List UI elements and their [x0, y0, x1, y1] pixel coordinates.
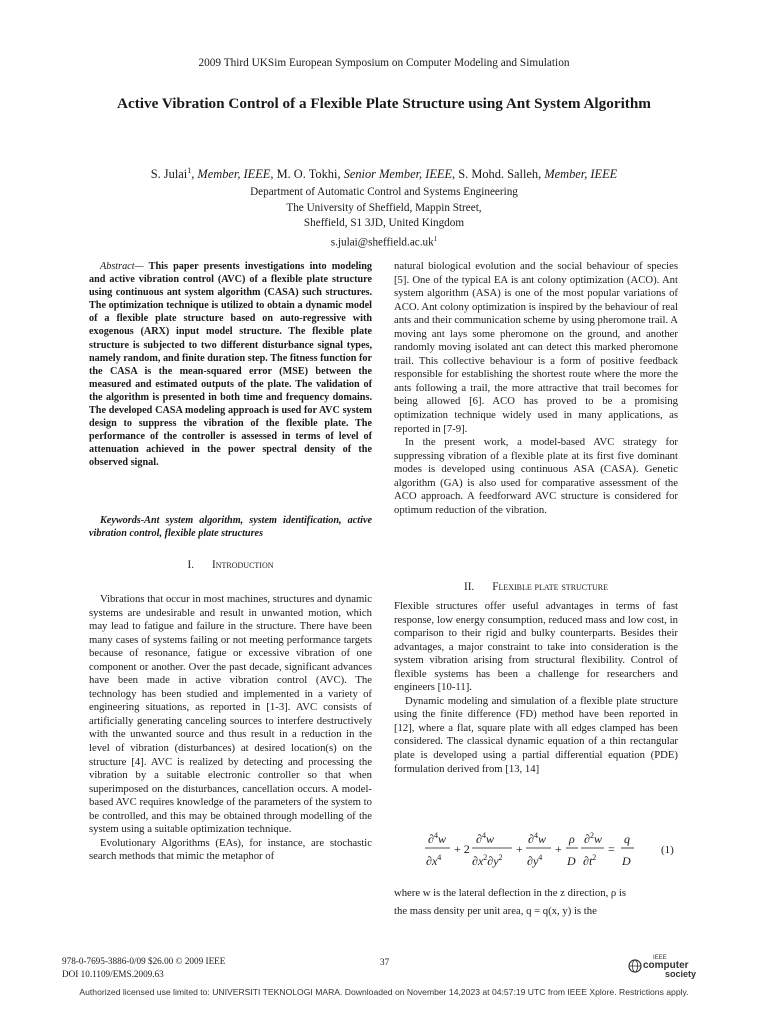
svg-text:+: + — [516, 842, 523, 856]
svg-text:∂2w: ∂$^2$w — [584, 831, 602, 846]
svg-text:D: D — [622, 854, 631, 868]
ieee-computer-society-logo — [627, 953, 699, 979]
svg-text:∂y4: $\partial y^4$ — [527, 853, 543, 868]
after-equation-text — [394, 884, 678, 920]
author-role: Member, IEEE — [197, 167, 271, 182]
right-column-body — [394, 260, 678, 517]
section-title: Introduction — [212, 559, 274, 571]
conference-header: 2009 Third UKSim European Symposium on Computer Modeling and Simulation — [198, 57, 570, 69]
section-heading-introduction — [89, 559, 372, 571]
svg-text:∂x4: $\partial x^4$ — [426, 853, 442, 868]
footer-isbn: 978-0-7695-3886-0/09 $26.00 © 2009 IEEE — [62, 956, 226, 966]
equation-1 — [414, 826, 682, 876]
email-line — [0, 232, 768, 251]
page-number: 37 — [380, 957, 390, 967]
paragraph: Vibrations that occur in most machines, structures and dynamic systems are undesirable and result in unwanted motion, which may lead to fatigue and failure in the structure. There have been many cases of systems failing or not meeting performance targets because of resonance, fatigue or excessive vibration of one component or another. Over the past decade, significant advances have been made in active vibration control (AVC). The technology has been studied and implemented in a variety of engineering situations, as reported in [1-3]. AVC consists of artificially generating canceling sources to interfere destructively with the unwanted source and thus result in a reduction in the level of vibration (disturbances) at desired location(s) on the structure [4]. AVC is realized by detecting and processing the vibration by a suitable electronic controller so that when superimposed on the disturbances, cancellation occurs. A model-based AVC requires knowledge of the parameters of the system to be controlled, and this may be obtained through modelling of the system using a suitable optimization technique. — [89, 593, 372, 836]
logo-text-middle: computer — [643, 960, 689, 971]
svg-text:∂4w: ∂$^4$w — [428, 831, 446, 846]
svg-text:ρ: ρ — [569, 832, 575, 846]
abstract-text: This paper presents investigations into modeling and active vibration control (AVC) of a flexible plate structure using continuous ant system algorithm (CASA) such structures. The optimization technique is utilized to obtain a dynamic model of a flexible plate structure based on auto-regressive with exogenous (ARX) input model structure. The flexible plate structure is subjected to two different disturbance signal types, namely random, and finite duration step. The fitness function for the CASA is the mean-squared error (MSE) between the measured and estimated outputs of the plate. The validation of the algorithm is presented in both time and frequency domains. The developed CASA modeling approach is used for AVC system design to suppress the vibration of the flexible plate. The performance of the controller is assessed in terms of level of attenuation achieved in the power spectral density of the observed signal. — [89, 261, 372, 469]
paragraph: In the present work, a model-based AVC strategy for suppressing vibration of a flexible plate at its first five dominant modes is developed using continuous ASA (CASA). Genetic algorithm (GA) is also used for comparative assessment of the ACO approach. A feedforward AVC structure is considered for optimum reduction of the vibration. — [394, 436, 678, 516]
authorized-use-notice: Authorized licensed use limited to: UNIVERSITI TEKNOLOGI MARA. Downloaded on November 14,2023 at 04:57:19 UTC from IEEE Xplore. Restrictions apply. — [79, 987, 689, 997]
section-number: II. — [463, 581, 475, 593]
affiliation-line: Sheffield, S1 3JD, United Kingdom — [303, 217, 465, 230]
svg-text:=: = — [608, 842, 615, 856]
author-role: Member, IEEE — [544, 167, 618, 182]
paper-title: Active Vibration Control of a Flexible Plate Structure using Ant System Algorithm — [117, 95, 651, 112]
globe-icon — [627, 953, 699, 979]
author-superscript: 1 — [187, 166, 192, 175]
section-title: Flexible plate structure — [492, 581, 609, 593]
svg-text:+: + — [555, 842, 562, 856]
keywords: Keywords-Ant system algorithm, system identification, active vibration control, flexible plate structures — [89, 515, 372, 539]
abstract-label: Abstract — [100, 261, 135, 272]
author-name: S. Mohd. Salleh — [458, 167, 539, 182]
svg-text:∂4w: ∂$^4$w — [528, 831, 546, 846]
svg-text:∂t2: $\partial t^2$ — [583, 853, 597, 868]
email-superscript: 1 — [433, 234, 438, 243]
flexible-plate-body — [394, 600, 678, 776]
svg-text:+ 2: + 2 — [454, 842, 470, 856]
author-name: M. O. Tokhi — [276, 167, 338, 182]
text-line: the mass density per unit area, q = q(x, y) is the — [394, 905, 597, 917]
section-heading-flexible-plate — [394, 581, 678, 593]
paragraph: natural biological evolution and the social behaviour of species [5]. One of the typical EA is ant colony optimization (ACO). Ant system algorithm (ASA) is one of the most popular variations of ACO. Ant colony optimization is inspired by the behaviour of real ants and their communication scheme by using pheromone trail. A moving ant lays some pheromone on the ground, and another randomly moving isolated ant can detect this marked pheromone trail. This collective behaviour is a form of positive feedback responsible for establishing the shortest route where the more the ants following a trail, the more attractive that trail becomes for being allowed [6]. ACO has proved to be a promising optimization technique widely used in many applications, as reported in [7-9]. — [394, 260, 678, 435]
email-address: s.julai@sheffield.ac.uk — [330, 236, 434, 249]
svg-text:∂x2∂y2: $\partial x^2\partial y^2$ — [472, 853, 503, 868]
author-line: S. Julai$^1$, Member, IEEE, M. O. Tokhi, Senior Member, IEEE, S. Mohd. Salleh, Member, IEEE — [150, 166, 618, 182]
text-line: where w is the lateral deflection in the z direction, ρ is — [394, 887, 627, 899]
introduction-body — [89, 593, 372, 864]
logo-text-bottom: society — [665, 969, 697, 979]
logo-text-top: IEEE — [653, 955, 667, 961]
affiliation-line: The University of Sheffield, Mappin Street, — [286, 201, 482, 214]
svg-text:q: q — [624, 832, 630, 846]
paragraph: Evolutionary Algorithms (EAs), for instance, are stochastic search methods that mimic the metaphor of — [89, 836, 372, 863]
svg-text:∂4w: ∂$^4$w — [476, 831, 494, 846]
paragraph: Dynamic modeling and simulation of a flexible plate structure using the finite difference (FD) method have been reported in [12], where a flat, square plate with all edges clamped has been considered. The classical dynamic equation of a thin rectangular plate is developed using a partial differential equation (PDE) formulation derived from [13, 14] — [394, 694, 678, 775]
equation-number: (1) — [661, 844, 674, 856]
section-number: I. — [187, 559, 195, 571]
affiliation-block — [0, 185, 768, 251]
author-name: S. Julai — [150, 167, 188, 182]
abstract: Abstract— This paper presents investigations into modeling and active vibration control (AVC) of a flexible plate structure using continuous ant system algorithm (CASA) such structures. The optimization technique is utilized to obtain a dynamic model of a flexible plate structure based on auto-regressive with exogenous (ARX) input model structure. The flexible plate structure is subjected to two different disturbance signal types, namely random, and finite duration step. The fitness function for the CASA is the mean-squared error (MSE) between the measured and estimated outputs of the plate. The validation of the algorithm is presented in both time and frequency domains. The developed CASA modeling approach is used for AVC system design to suppress the vibration of the flexible plate. The performance of the controller is assessed in terms of level of attenuation achieved in the power spectral density of the observed signal. — [89, 261, 372, 469]
affiliation-line: Department of Automatic Control and Systems Engineering — [250, 186, 518, 198]
svg-text:D: D — [567, 854, 576, 868]
author-role: Senior Member, IEEE — [343, 167, 453, 182]
paragraph: Flexible structures offer useful advantages in terms of fast response, low energy consumption, reduced mass and low cost, in comparison to their rigid and bulky counterparts. Besides their advantages, a major constraint to take into consideration is the system vibration arising from structural flexibility. Control of flexible systems has been a challenge for researchers and engineers [10-11]. — [394, 600, 678, 694]
footer-doi: DOI 10.1109/EMS.2009.63 — [62, 969, 164, 979]
